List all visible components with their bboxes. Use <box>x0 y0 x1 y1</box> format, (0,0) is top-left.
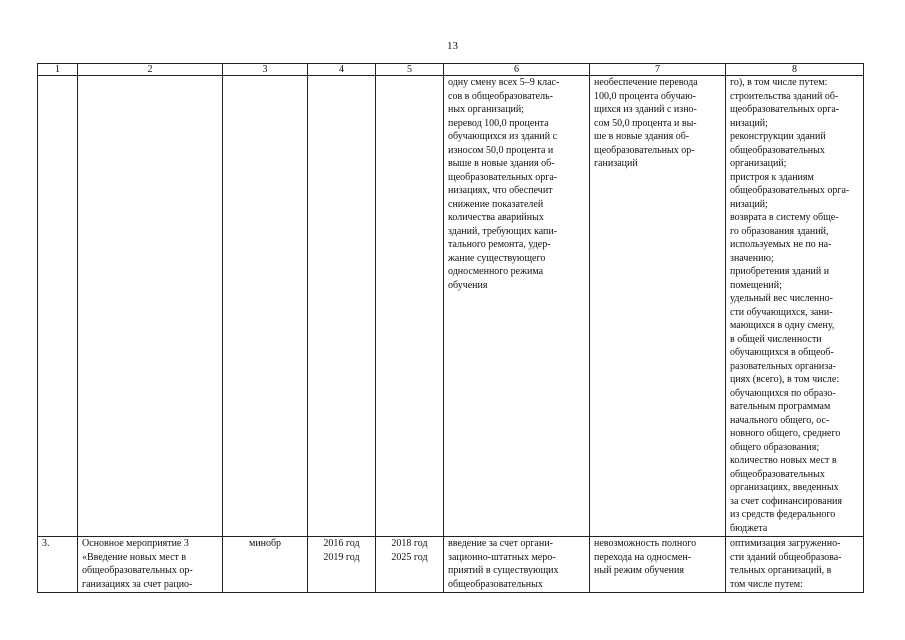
consequences-cell: невозможность полного перехода на односмен- ный режим обучения <box>590 537 726 593</box>
cell-empty <box>38 76 78 537</box>
cell-empty <box>223 76 308 537</box>
column-number: 5 <box>376 64 444 76</box>
start-year-cell: 2016 год 2019 год <box>308 537 376 593</box>
column-number: 2 <box>78 64 223 76</box>
consequences-cell: необеспечение перевода 100,0 процента обучаю- щихся из зданий с изно- сом 50,0 процента и вы- ше в новые здания об- щеобразовательных ор- ганизаций <box>590 76 726 537</box>
table-row <box>38 76 864 537</box>
column-number: 7 <box>590 64 726 76</box>
column-number: 4 <box>308 64 376 76</box>
page-number: 13 <box>447 40 458 52</box>
expected-results-cell: введение за счет органи- зационно-штатных меро- приятий в существующих общеобразовательных <box>444 537 590 593</box>
cell-empty <box>376 76 444 537</box>
indicators-cell: оптимизация загруженно- сти зданий общеобразова- тельных организаций, в том числе путем: <box>726 537 864 593</box>
table-row <box>38 537 864 593</box>
cell-empty <box>308 76 376 537</box>
column-number: 1 <box>38 64 78 76</box>
column-number-row <box>38 64 864 76</box>
indicators-cell: го), в том числе путем: строительства зданий об- щеобразовательных орга- низаций; реконструкции зданий общеобразовательных организаций; пристроя к зданиям общеобразовательных орга- низаций; возврата в систему обще- го образования зданий, используемых не по на- значению; приобретения зданий и помещений; удельный вес численно- сти обучающихся, зани- мающихся в одну смену, в общей численности обучающихся в общеоб- разовательных организа- циях (всего), в том числе: обучающихся по образо- вательным программам начального общего, ос- новного общего, среднего общего образования; количество новых мест в общеобразовательных организациях, введенных за счет софинансирования из средств федерального бюджета <box>726 76 864 537</box>
column-number: 8 <box>726 64 864 76</box>
measure-name-cell: Основное мероприятие 3 «Введение новых мест в общеобразовательных ор- ганизациях за счет рацио- <box>78 537 223 593</box>
row-number-cell: 3. <box>38 537 78 593</box>
cell-empty <box>78 76 223 537</box>
expected-results-cell: одну смену всех 5–9 клас- сов в общеобразователь- ных организаций; перевод 100,0 процента обучающихся из зданий с износом 50,0 процента и выше в новые здания об- щеобразовательных орга- низациях, что обеспечит снижение показателей количества аварийных зданий, требующих капи- тального ремонта, удер- жание существующего односменного режима обучения <box>444 76 590 537</box>
end-year-cell: 2018 год 2025 год <box>376 537 444 593</box>
program-table <box>37 63 864 593</box>
executor-cell: минобр <box>223 537 308 593</box>
column-number: 6 <box>444 64 590 76</box>
column-number: 3 <box>223 64 308 76</box>
